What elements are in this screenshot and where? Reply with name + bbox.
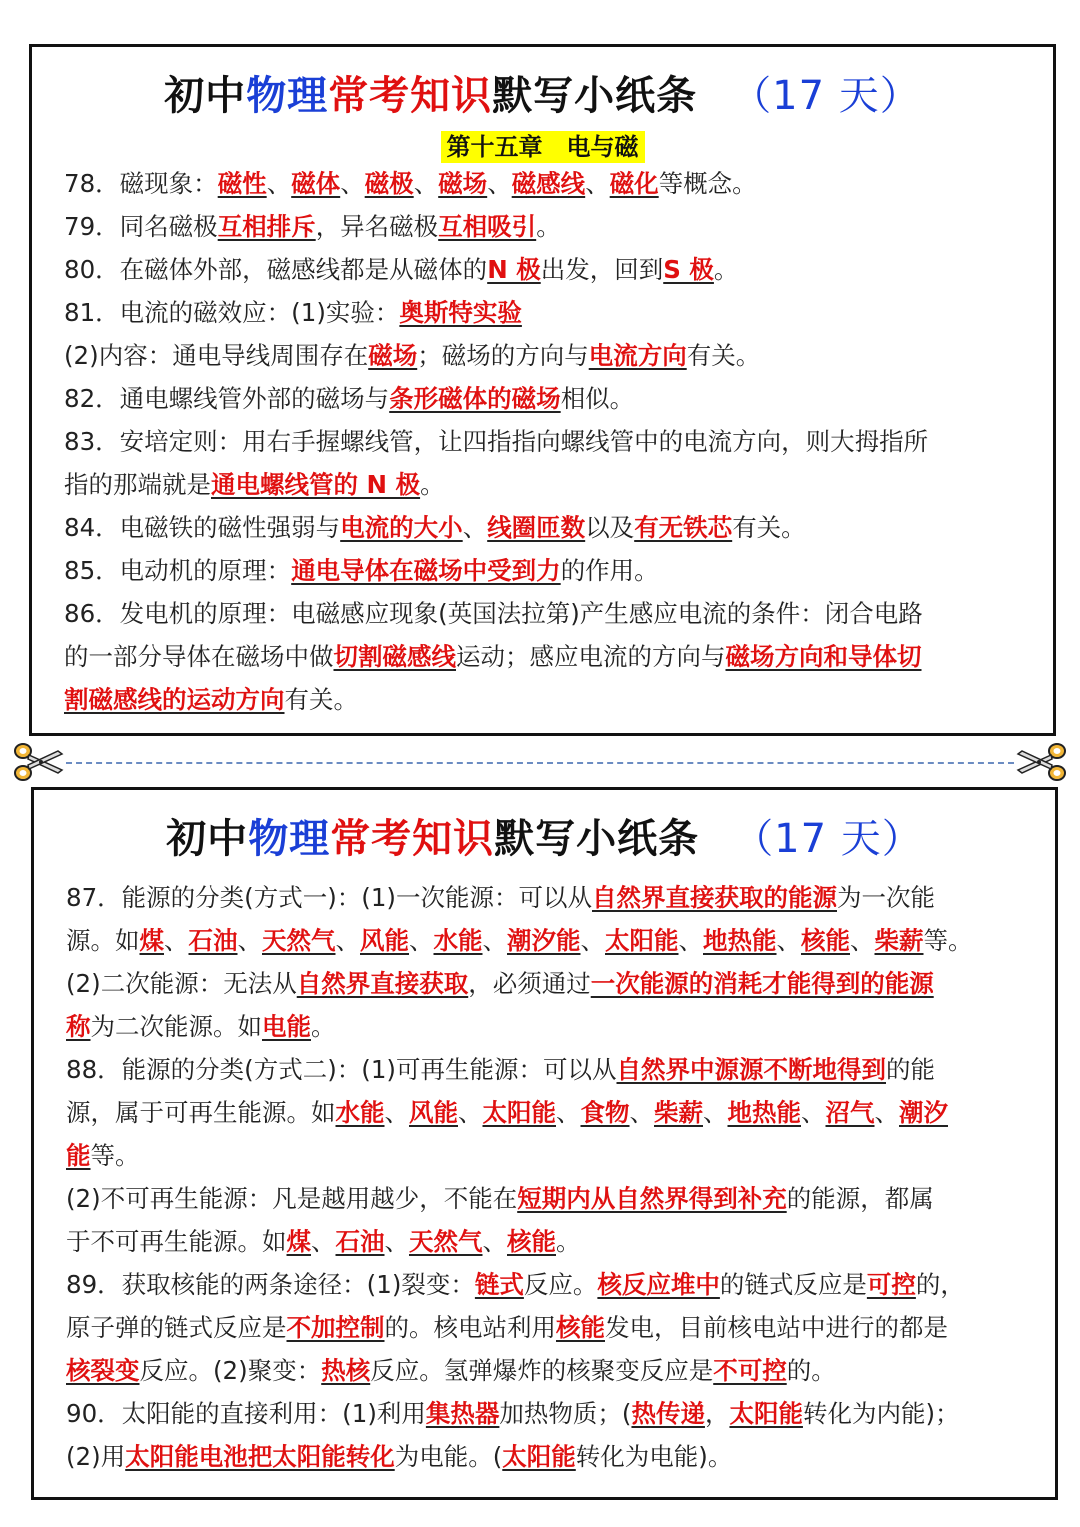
answer-blank: 自然界直接获取 <box>296 969 469 998</box>
answer-blank: 核裂变 <box>66 1356 140 1385</box>
statement-text: ；磁场的方向与 <box>417 341 589 370</box>
statement-text: 出发，回到 <box>540 255 664 284</box>
answer-blank: 热核 <box>321 1356 371 1385</box>
statement-text: 89．获取核能的两条途径：(1)裂变： <box>66 1270 475 1299</box>
statement-text: 、 <box>703 1098 728 1127</box>
answer-blank: 柴薪 <box>874 926 924 955</box>
statement-text: 为电能。( <box>394 1442 503 1471</box>
answer-blank: 风能 <box>360 926 409 955</box>
statement-text: 。 <box>536 212 561 241</box>
text-line <box>66 1048 1025 1091</box>
answer-blank: 电流方向 <box>588 341 687 370</box>
answer-blank: 电能 <box>262 1012 311 1041</box>
statement-text: 以及 <box>585 513 635 542</box>
answer-blank: 自然界中源源不断地得到 <box>616 1055 886 1084</box>
statement-text: 、 <box>580 926 605 955</box>
text-line <box>66 962 1025 1005</box>
statement-text: 、 <box>458 1098 483 1127</box>
statement-text: 的。 <box>786 1356 836 1385</box>
card-2-content <box>34 876 1055 1478</box>
text-line <box>66 1349 1025 1392</box>
statement-text: 指的那端就是 <box>64 470 211 499</box>
text-line <box>64 463 1023 506</box>
statement-text: 为二次能源。如 <box>90 1012 262 1041</box>
answer-blank: 条形磁体的磁场 <box>389 384 561 413</box>
text-line <box>66 1306 1025 1349</box>
answer-blank: 磁感线 <box>511 169 586 198</box>
answer-blank: 短期内从自然界得到补充 <box>517 1184 787 1213</box>
answer-blank: 核能 <box>507 1227 556 1256</box>
statement-text: 反应。氢弹爆炸的核聚变反应是 <box>370 1356 714 1385</box>
answer-blank: 互相吸引 <box>438 212 537 241</box>
statement-text: (2)用 <box>66 1442 126 1471</box>
answer-blank: 核能 <box>801 926 850 955</box>
statement-text: 85．电动机的原理： <box>64 556 292 585</box>
answer-blank: 通电导体在磁场中受到力 <box>291 556 561 585</box>
statement-text: 。 <box>713 255 739 284</box>
statement-text: 加热物质；( <box>499 1399 632 1428</box>
statement-text: 的。核电站利用 <box>384 1313 556 1342</box>
answer-blank: 地热能 <box>727 1098 801 1127</box>
answer-blank: 自然界直接获取的能源 <box>592 883 837 912</box>
text-line <box>64 635 1023 678</box>
statement-text: 有关。 <box>284 685 358 714</box>
dashed-divider <box>66 762 1014 764</box>
text-line <box>66 1220 1025 1263</box>
text-line <box>64 162 1023 205</box>
statement-text: ，必须通过 <box>468 969 591 998</box>
statement-text: 原子弹的链式反应是 <box>66 1313 287 1342</box>
text-line <box>66 1392 1025 1435</box>
answer-blank: 磁场方向和导体切 <box>725 642 922 671</box>
answer-blank: 一次能源的消耗才能得到的能源 <box>590 969 934 998</box>
statement-text: (2)二次能源：无法从 <box>66 969 297 998</box>
statement-text: 87．能源的分类(方式一)：(1)一次能源：可以从 <box>66 883 592 912</box>
statement-text: 反应。(2)聚变： <box>139 1356 322 1385</box>
statement-text: 的作用。 <box>560 556 659 585</box>
statement-text: 。 <box>556 1227 581 1256</box>
statement-text: 、 <box>311 1227 336 1256</box>
answer-blank: 割磁感线的运动方向 <box>64 685 285 714</box>
text-line <box>64 592 1023 635</box>
statement-text: 有关。 <box>732 513 806 542</box>
answer-blank: 煤 <box>286 1227 311 1256</box>
statement-text: 、 <box>384 1227 409 1256</box>
statement-text: 等。 <box>90 1141 140 1170</box>
answer-blank: 太阳能电池把太阳能转化 <box>125 1442 395 1471</box>
scissors-icon <box>12 740 64 784</box>
answer-blank: 通电螺线管的 N 极 <box>211 470 421 499</box>
answer-blank: 天然气 <box>262 926 336 955</box>
statement-text: 、 <box>585 169 610 198</box>
statement-text: (2)不可再生能源：凡是越用越少，不能在 <box>66 1184 518 1213</box>
answer-blank: 不可控 <box>713 1356 787 1385</box>
text-line <box>64 678 1023 721</box>
note-card-2 <box>31 787 1058 1500</box>
answer-blank: 太阳能 <box>482 1098 556 1127</box>
statement-text: 、 <box>801 1098 826 1127</box>
statement-text: 、 <box>482 926 507 955</box>
statement-text: 等。 <box>923 926 973 955</box>
statement-text: 、 <box>629 1098 654 1127</box>
statement-text: 、 <box>482 1227 507 1256</box>
statement-text: 84．电磁铁的磁性强弱与 <box>64 513 341 542</box>
statement-text: 、 <box>776 926 801 955</box>
statement-text: 、 <box>413 169 439 198</box>
answer-blank: 集热器 <box>425 1399 500 1428</box>
statement-text: 、 <box>487 169 512 198</box>
answer-blank: 核反应堆中 <box>597 1270 720 1299</box>
answer-blank: 切割磁感线 <box>333 642 456 671</box>
text-line <box>64 377 1023 420</box>
statement-text: 、 <box>850 926 875 955</box>
statement-text: 的能 <box>886 1055 935 1084</box>
statement-text: 的， <box>915 1270 965 1299</box>
statement-text: 、 <box>556 1098 581 1127</box>
answer-blank: 磁性 <box>217 169 267 198</box>
answer-blank: 称 <box>66 1012 91 1041</box>
statement-text: 、 <box>874 1098 899 1127</box>
statement-text: 90．太阳能的直接利用：(1)利用 <box>66 1399 426 1428</box>
statement-text: 。 <box>311 1012 336 1041</box>
answer-blank: 线圈匝数 <box>487 513 586 542</box>
statement-text: ，异名磁极 <box>315 212 439 241</box>
chapter-heading: 第十五章 电与磁 <box>32 127 1053 162</box>
statement-text: 的链式反应是 <box>719 1270 867 1299</box>
answer-blank: 有无铁芯 <box>634 513 733 542</box>
statement-text: 、 <box>266 169 292 198</box>
text-line <box>66 876 1025 919</box>
statement-text: 于不可再生能源。如 <box>66 1227 287 1256</box>
statement-text: 源。如 <box>66 926 140 955</box>
statement-text: 、 <box>462 513 488 542</box>
answer-blank: 太阳能 <box>605 926 679 955</box>
answer-blank: 天然气 <box>409 1227 483 1256</box>
statement-text: (2)内容：通电导线周围存在 <box>64 341 369 370</box>
text-line <box>66 1177 1025 1220</box>
text-line <box>66 1005 1025 1048</box>
answer-blank: 可控 <box>866 1270 916 1299</box>
text-line <box>64 248 1023 291</box>
answer-blank: 核能 <box>556 1313 605 1342</box>
answer-blank: 石油 <box>335 1227 385 1256</box>
text-line <box>66 919 1025 962</box>
statement-text: 、 <box>237 926 262 955</box>
answer-blank: 水能 <box>433 926 483 955</box>
answer-blank: 风能 <box>409 1098 458 1127</box>
answer-blank: 太阳能 <box>502 1442 576 1471</box>
answer-blank: 热传递 <box>631 1399 705 1428</box>
answer-blank: 地热能 <box>703 926 777 955</box>
text-line <box>66 1091 1025 1134</box>
statement-text: 82．通电螺线管外部的磁场与 <box>64 384 390 413</box>
statement-text: 转化为内能)； <box>802 1399 960 1428</box>
statement-text: 、 <box>409 926 434 955</box>
statement-text: 、 <box>340 169 365 198</box>
statement-text: 运动；感应电流的方向与 <box>456 642 726 671</box>
answer-blank: 互相排斥 <box>217 212 316 241</box>
statement-text: 反应。 <box>523 1270 598 1299</box>
answer-blank: 石油 <box>188 926 238 955</box>
answer-blank: 水能 <box>335 1098 385 1127</box>
answer-blank: 潮汐 <box>899 1098 948 1127</box>
answer-blank: 柴薪 <box>654 1098 703 1127</box>
text-line <box>64 205 1023 248</box>
statement-text: 。 <box>420 470 445 499</box>
answer-blank: 磁体 <box>291 169 341 198</box>
statement-text: 83．安培定则：用右手握螺线管，让四指指向螺线管中的电流方向，则大拇指所 <box>64 427 929 456</box>
text-line <box>66 1435 1025 1478</box>
answer-blank: 太阳能 <box>729 1399 803 1428</box>
statement-text: 80．在磁体外部，磁感线都是从磁体的 <box>64 255 488 284</box>
scissors-icon <box>1016 740 1068 784</box>
statement-text: ， <box>704 1399 730 1428</box>
statement-text: 的一部分导体在磁场中做 <box>64 642 334 671</box>
statement-text: 、 <box>164 926 189 955</box>
answer-blank: 链式 <box>474 1270 524 1299</box>
answer-blank: 潮汐能 <box>507 926 581 955</box>
answer-blank: 煤 <box>139 926 164 955</box>
answer-blank: 磁极 <box>364 169 414 198</box>
text-line <box>64 291 1023 334</box>
answer-blank: 能 <box>66 1141 91 1170</box>
answer-blank: 磁场 <box>368 341 418 370</box>
statement-text: 78．磁现象： <box>64 169 218 198</box>
answer-blank: S 极 <box>663 255 714 284</box>
statement-text: 、 <box>384 1098 409 1127</box>
statement-text: 81．电流的磁效应：(1)实验： <box>64 298 400 327</box>
statement-text: 86．发电机的原理：电磁感应现象(英国法拉第)产生感应电流的条件：闭合电路 <box>64 599 923 628</box>
text-line <box>64 334 1023 377</box>
statement-text: 有关。 <box>686 341 761 370</box>
statement-text: 转化为电能)。 <box>575 1442 733 1471</box>
answer-blank: 沼气 <box>825 1098 875 1127</box>
statement-text: 的能源，都属 <box>786 1184 934 1213</box>
answer-blank: 电流的大小 <box>340 513 463 542</box>
text-line <box>64 420 1023 463</box>
statement-text: 发电，目前核电站中进行的都是 <box>605 1313 948 1342</box>
card-title: 初中物理常考知识默写小纸条 （17 天） <box>166 816 923 862</box>
answer-blank: N 极 <box>487 255 541 284</box>
text-line <box>66 1134 1025 1177</box>
statement-text: 79．同名磁极 <box>64 212 218 241</box>
answer-blank: 食物 <box>580 1098 630 1127</box>
answer-blank: 不加控制 <box>286 1313 385 1342</box>
text-line <box>66 1263 1025 1306</box>
answer-blank: 磁化 <box>609 169 659 198</box>
answer-blank: 奥斯特实验 <box>399 298 522 327</box>
text-line <box>64 506 1023 549</box>
text-line <box>64 549 1023 592</box>
statement-text: 为一次能 <box>837 883 935 912</box>
card-title: 初中物理常考知识默写小纸条 （17 天） <box>164 73 921 119</box>
card-1-content <box>32 162 1053 721</box>
statement-text: 源，属于可再生能源。如 <box>66 1098 336 1127</box>
note-card-1 <box>29 44 1056 736</box>
statement-text: 相似。 <box>560 384 635 413</box>
statement-text: 等概念。 <box>658 169 757 198</box>
statement-text: 88．能源的分类(方式二)：(1)可再生能源：可以从 <box>66 1055 617 1084</box>
answer-blank: 磁场 <box>438 169 488 198</box>
cut-line <box>0 740 1080 784</box>
statement-text: 、 <box>678 926 703 955</box>
statement-text: 、 <box>335 926 360 955</box>
